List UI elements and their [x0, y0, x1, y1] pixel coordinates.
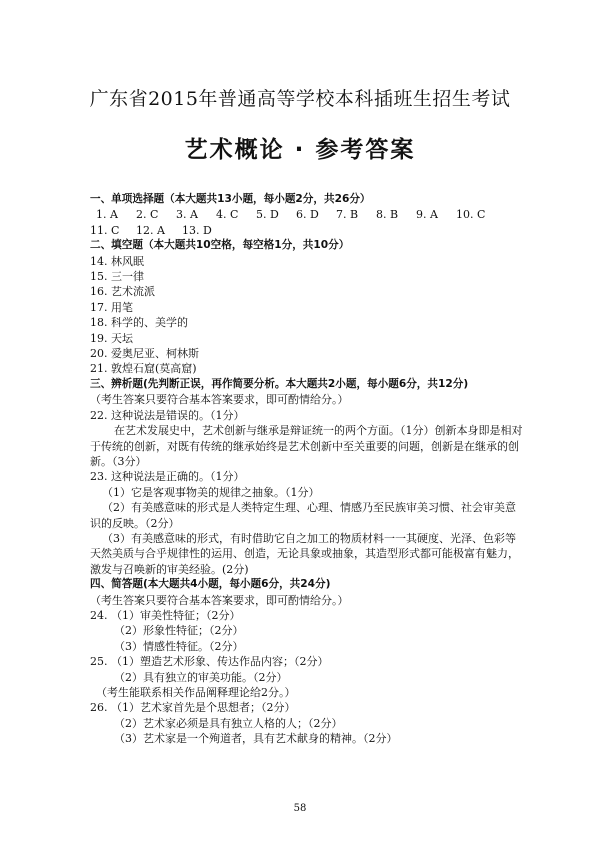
q23-point-3: （3）有美感意味的形式，有时借助它自之加工的物质材料一一其硬度、光泽、色彩等天然美质与合乎规律性的运用、创造，无论具象或抽象，其造型形式都可能极富有魅力，激发与召唤新的审美经验。(2分) [90, 531, 519, 576]
q23-point-2: （2）有美感意味的形式是人类特定生理、心理、情感乃至民族审美习惯、社会审美意识的反映。（2分） [90, 501, 516, 530]
mc-answer: 6. D [296, 208, 319, 222]
mc-answer: 4. C [216, 208, 239, 222]
section-2-heading: 二、填空题（本大题共10空格，每空格1分，共10分） [90, 239, 350, 252]
fill-answer: 16. 艺术流派 [90, 285, 155, 299]
fill-answer: 14. 林风眠 [90, 254, 144, 268]
q24-point-2: （2）形象性特征；（2分） [114, 624, 244, 638]
q22-verdict: 22. 这种说法是错误的。（1分） [90, 408, 245, 422]
q24-point-3: （3）情感性特征。（2分） [114, 639, 244, 653]
mc-answer: 5. D [256, 208, 279, 222]
fill-answer: 15. 三一律 [90, 270, 144, 284]
q26-point-1: 26. （1）艺术家首先是个思想者；（2分） [90, 701, 296, 715]
grading-note: （考生答案只要符合基本答案要求，即可酌情给分。） [90, 393, 349, 407]
mc-answer: 10. C [456, 208, 486, 222]
q26-point-2: （2）艺术家必须是具有独立人格的人；（2分） [114, 716, 343, 730]
grading-note: （考生答案只要符合基本答案要求，即可酌情给分。） [90, 593, 349, 607]
fill-answer: 17. 用笔 [90, 300, 133, 314]
mc-answers-row-2 [90, 223, 526, 238]
q23-point-1: （1）它是客观事物美的规律之抽象。（1分） [102, 485, 320, 499]
section-4-heading: 四、简答题(本大题共4小题，每小题6分，共24分) [90, 578, 331, 591]
mc-answer: 12. A [136, 223, 165, 237]
mc-answer: 13. D [182, 223, 212, 237]
mc-answer: 9. A [416, 208, 438, 222]
fill-answer: 19. 天坛 [90, 331, 133, 345]
q26-point-3: （3）艺术家是一个殉道者，具有艺术献身的精神。（2分） [114, 732, 398, 746]
mc-answer: 11. C [90, 223, 120, 237]
q25-point-2: （2）具有独立的审美功能。（2分） [114, 670, 288, 684]
page-number: 58 [293, 803, 307, 814]
q25-note: （考生能联系相关作品阐释理论给2分。） [96, 686, 296, 699]
q24-point-1: 24. （1）审美性特征；（2分） [90, 608, 241, 622]
fill-answer: 18. 科学的、美学的 [90, 316, 188, 330]
section-1-heading: 一、单项选择题（本大题共13小题，每小题2分，共26分） [90, 193, 371, 205]
fill-answer: 21. 敦煌石窟(莫高窟) [90, 362, 197, 376]
page-title: 广东省2015年普通高等学校本科插班生招生考试 [89, 88, 511, 110]
q25-point-1: 25. （1）塑造艺术形象、传达作品内容；（2分） [90, 655, 329, 669]
mc-answer: 2. C [136, 208, 159, 222]
mc-answer: 3. A [176, 208, 198, 222]
q22-analysis: 在艺术发展史中，艺术创新与继承是辩证统一的两个方面。（1分）创新本身即是相对于传统的创新，对既有传统的继承始终是艺术创新中至关重要的问题，创新是在继承的创新。（3分） [90, 424, 523, 468]
mc-answer: 8. B [376, 208, 399, 222]
mc-answers-row-1 [90, 207, 526, 222]
q23-verdict: 23. 这种说法是正确的。（1分） [90, 470, 245, 484]
mc-answer: 1. A [96, 208, 118, 222]
fill-answer: 20. 爱奥尼亚、柯林斯 [90, 347, 199, 361]
section-3-heading: 三、辨析题(先判断正误，再作简要分析。本大题共2小题，每小题6分，共12分) [90, 377, 469, 390]
page-subtitle: 艺术概论 · 参考答案 [184, 137, 416, 163]
answer-body [90, 192, 526, 747]
mc-answer: 7. B [336, 208, 359, 222]
